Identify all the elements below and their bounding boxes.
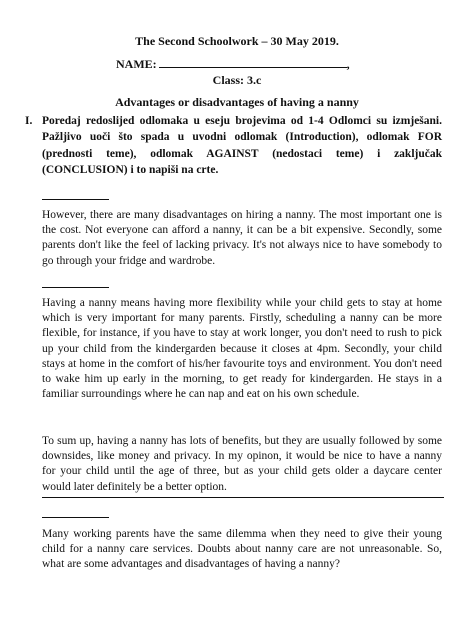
task-number: I. — [25, 115, 33, 127]
name-suffix: , — [346, 57, 350, 71]
name-fill-line[interactable] — [159, 56, 347, 68]
class-label: Class: 3.c — [212, 73, 262, 87]
page-title: The Second Schoolwork – 30 May 2019. — [135, 34, 339, 48]
paragraph-3: To sum up, having a nanny has lots of benefits, but they are usually followed by some downsides, like money and privacy. In my opinon, it would be nice to have a nanny for your child until the age of three, but as your child gets older a daycare center would later definitely be a better option. — [42, 435, 442, 493]
paragraph-2: Having a nanny means having more flexibility while your child gets to stay at home which is very important for many parents. Firstly, scheduling a nanny can be more flexible, for instance, if you have to stay at work longer, you don't need to rush to pick up your child from the kindergarden because it closes at 4pm. Secondly, your child stays at home in the comfort of his/her favourite toys and environment. You don't need to wake him up early in the morning, to get ready for kindergarden. He stays in a familiar surroundings where he can nap and eat on his own schedule. — [42, 297, 442, 401]
answer-blank-4[interactable] — [42, 517, 109, 518]
name-row — [116, 56, 350, 72]
paragraph-1: However, there are many disadvantages on hiring a nanny. The most important one is the cost. Not everyone can afford a nanny, it can be a bit expensive. Secondly, some parents don't like the feel of lacking privacy. It's not always nice to have somebody to go through your fridge and wardrobe. — [42, 209, 442, 267]
answer-blank-2[interactable] — [42, 287, 109, 288]
essay-subtitle: Advantages or disadvantages of having a nanny — [115, 95, 359, 109]
answer-line-3[interactable] — [42, 497, 444, 498]
task-text: Poredaj redoslijed odlomaka u eseju brojevima od 1-4 Odlomci su izmješani. Pažljivo uoči što spada u uvodni odlomak (Introduction), odlomak FOR (prednosti teme), odlomak AGAINST (nedostaci teme) i zaključak (CONCLUSION) i to napiši na crte. — [42, 115, 442, 176]
task-instruction — [25, 113, 442, 178]
answer-blank-1[interactable] — [42, 199, 109, 200]
name-label: NAME: — [116, 57, 157, 71]
paragraph-4: Many working parents have the same dilemma when they need to give their young child for a nanny care services. Doubts about nanny care are not unreasonable. So, what are some advantages and disadvantages of having a nanny? — [42, 528, 442, 571]
